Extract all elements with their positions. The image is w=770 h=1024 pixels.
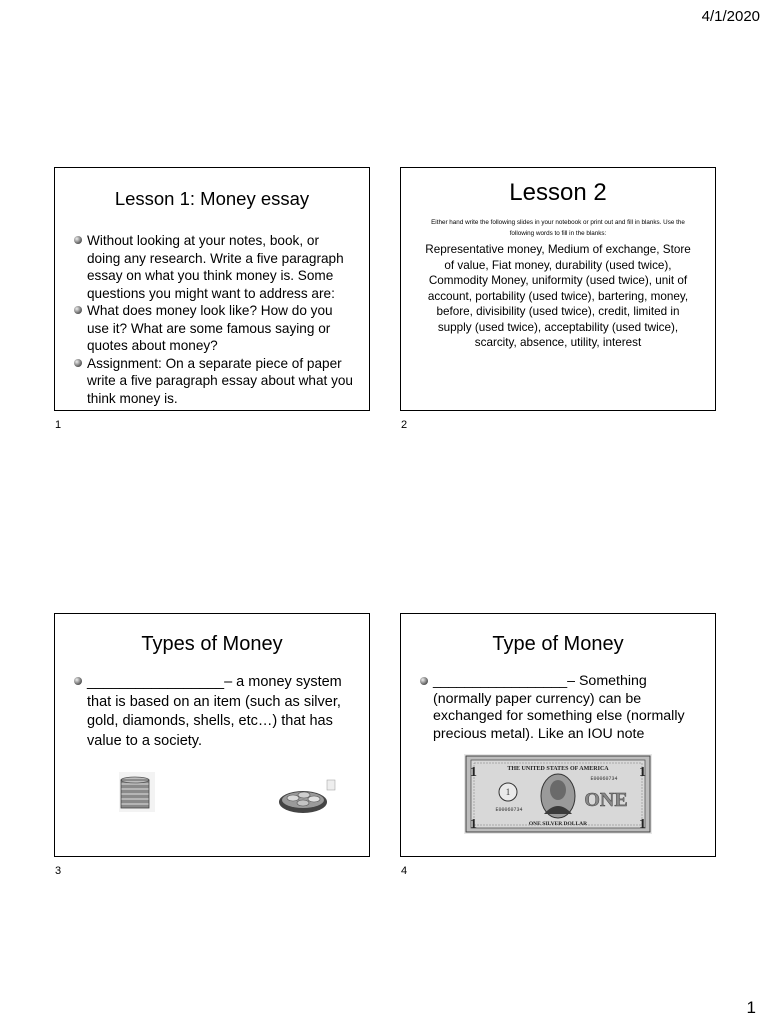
bullet-item: _________________– a money system that is based on an item (such as silver, gold, diamonds, shells, etc…) that has value to a society. xyxy=(73,673,363,751)
bullet-list xyxy=(419,673,697,743)
banknote-word: ONE xyxy=(584,789,628,811)
bullet-item: Assignment: On a separate piece of paper write a five paragraph essay about what you think money is. xyxy=(73,355,355,408)
coins-plate-image xyxy=(277,778,337,818)
slide-number: 1 xyxy=(55,419,62,431)
silver-certificate-banknote-image xyxy=(464,754,652,834)
slide-number: 4 xyxy=(401,865,408,877)
banknote-corner-denomination: 1 xyxy=(470,765,477,780)
slide-title: Types of Money xyxy=(141,633,283,655)
bullet-item: _________________– Something (normally paper currency) can be exchanged for something else (normally precious metal). Like an IOU note xyxy=(419,673,697,743)
bullet-item: Without looking at your notes, book, or doing any research. Write a five paragraph essay on what you think money is. Some questions you might want to address are: xyxy=(73,232,355,302)
slide-number: 3 xyxy=(55,865,62,877)
instructions-text: Either hand write the following slides in your notebook or print out and fill in blanks. Use the following words to fill in the blanks: xyxy=(431,219,685,237)
bullet-item: What does money look like? How do you use it? What are some famous saying or quotes about money? xyxy=(73,302,355,355)
page-number: 1 xyxy=(746,998,756,1017)
slide-title: Lesson 2 xyxy=(509,179,607,206)
banknote-bottom-text: ONE SILVER DOLLAR xyxy=(528,821,588,827)
banknote-corner-denomination: 1 xyxy=(639,765,646,780)
coin-stack-image xyxy=(117,772,157,812)
slide-1 xyxy=(54,167,370,411)
banknote-corner-denomination: 1 xyxy=(470,817,477,832)
banknote-top-text: THE UNITED STATES OF AMERICA xyxy=(507,766,609,772)
bullet-list xyxy=(73,232,355,407)
bullet-list xyxy=(73,673,363,751)
page-date: 4/1/2020 xyxy=(701,8,760,25)
slide-4 xyxy=(400,613,716,857)
slide-2 xyxy=(400,167,716,411)
word-bank: Representative money, Medium of exchange, Store of value, Fiat money, durability (used twice), Commodity Money, uniformity (used twice), unit of account, portability (used twice), bartering, money, before, divisibility (used twice), credit, limited in supply (used twice), acceptability (used twice), scarcity, absence, utility, interest xyxy=(425,243,691,349)
banknote-serial: E00060734 xyxy=(495,807,523,813)
slide-title: Type of Money xyxy=(492,633,624,655)
slide-title: Lesson 1: Money essay xyxy=(114,188,310,209)
svg-text:1: 1 xyxy=(505,787,511,797)
banknote-corner-denomination: 1 xyxy=(639,817,646,832)
slide-number: 2 xyxy=(401,419,408,431)
banknote-serial: E00060734 xyxy=(590,776,618,782)
slide-3 xyxy=(54,613,370,857)
